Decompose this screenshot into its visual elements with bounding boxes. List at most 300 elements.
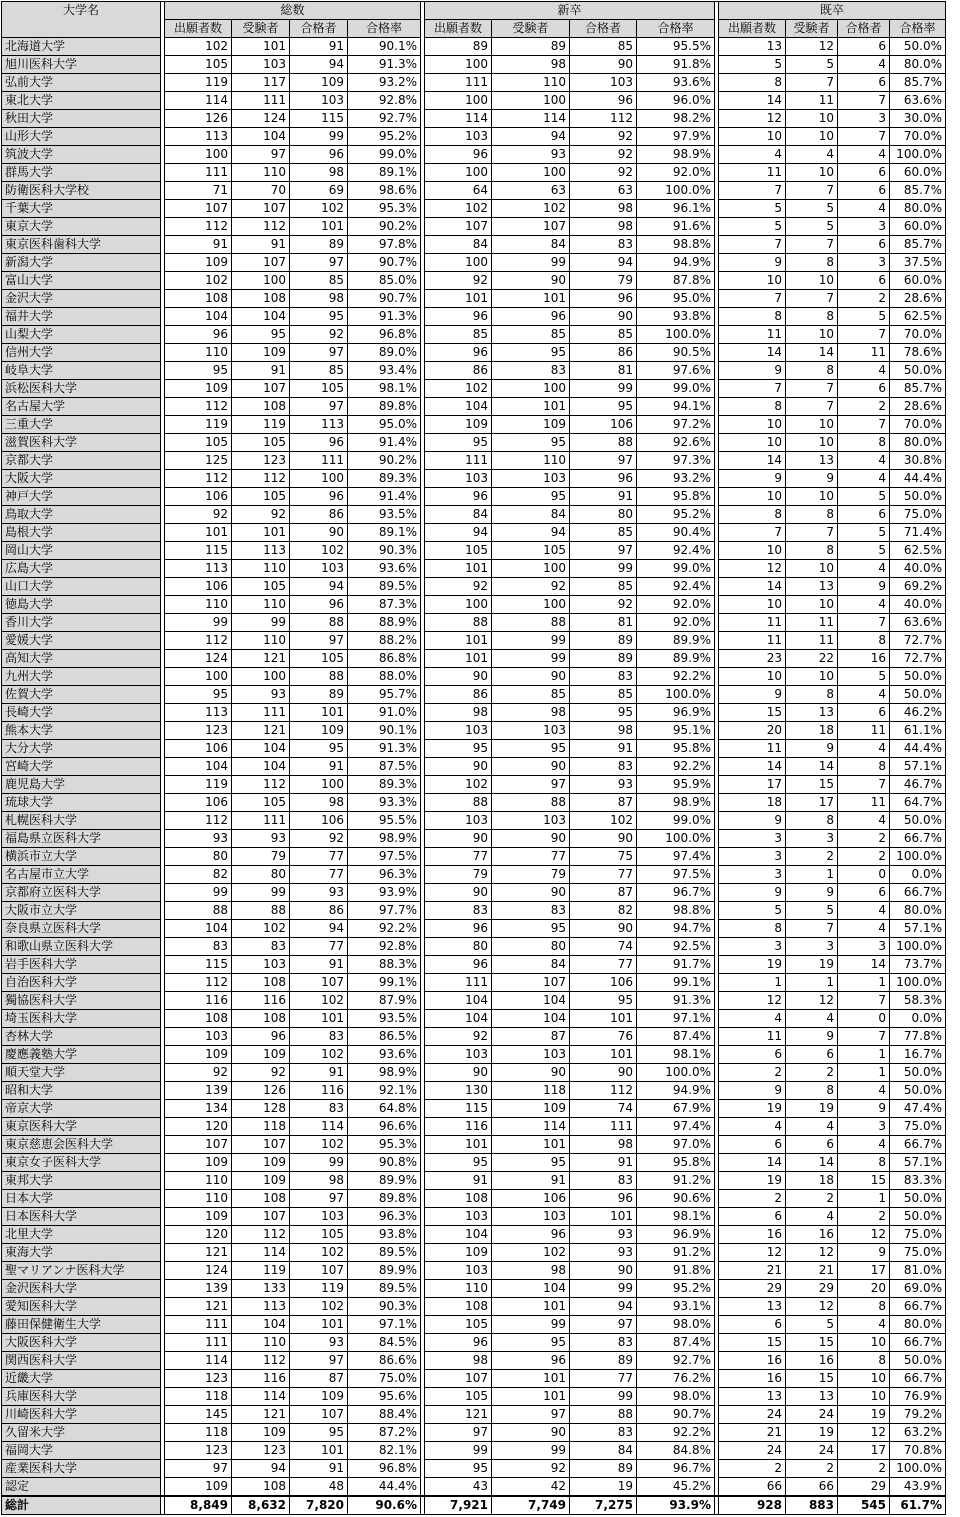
- past-passers-cell: 2: [838, 398, 890, 416]
- total-pass-rate-cell: 95.3%: [348, 200, 421, 218]
- total-passers-cell: 98: [290, 1172, 348, 1190]
- past-pass-rate-cell: 62.5%: [890, 542, 946, 560]
- university-name-cell: 京都府立医科大学: [2, 884, 161, 902]
- total-passers-cell: 92: [290, 326, 348, 344]
- new-passers-cell: 88: [570, 1406, 637, 1424]
- past-examinees-cell: 29: [786, 1280, 838, 1298]
- past-examinees-cell: 10: [786, 164, 838, 182]
- total-applicants-cell: 88: [165, 902, 232, 920]
- past-examinees-cell: 22: [786, 650, 838, 668]
- past-passers-cell: 29: [838, 1478, 890, 1497]
- new-applicants-cell: 111: [425, 74, 492, 92]
- past-examinees-cell: 15: [786, 776, 838, 794]
- past-pass-rate-cell: 28.6%: [890, 290, 946, 308]
- new-applicants-cell: 95: [425, 1154, 492, 1172]
- past-passers-cell: 12: [838, 1424, 890, 1442]
- new-passers-cell: 81: [570, 614, 637, 632]
- total-examinees-cell: 123: [232, 1442, 290, 1460]
- new-pass-rate-cell: 96.7%: [637, 1460, 715, 1478]
- new-examinees-cell: 90: [492, 1424, 570, 1442]
- past-passers-cell: 4: [838, 560, 890, 578]
- total-passers-cell: 109: [290, 74, 348, 92]
- total-pass-rate-cell: 93.8%: [348, 1226, 421, 1244]
- past-applicants-cell: 11: [719, 740, 786, 758]
- total-examinees-cell: 92: [232, 1064, 290, 1082]
- past-pass-rate-cell: 61.7%: [890, 1496, 946, 1515]
- new-passers-cell: 7,275: [570, 1496, 637, 1515]
- university-name-cell: 兵庫医科大学: [2, 1388, 161, 1406]
- past-pass-rate-cell: 71.4%: [890, 524, 946, 542]
- table-row: [2, 1010, 946, 1028]
- total-pass-rate-cell: 95.7%: [348, 686, 421, 704]
- university-name-cell: 大分大学: [2, 740, 161, 758]
- new-passers-cell: 90: [570, 1262, 637, 1280]
- table-row: [2, 866, 946, 884]
- total-applicants-cell: 113: [165, 704, 232, 722]
- new-examinees-cell: 98: [492, 1262, 570, 1280]
- past-applicants-cell: 1: [719, 974, 786, 992]
- university-name-cell: 日本医科大学: [2, 1208, 161, 1226]
- new-pass-rate-cell: 99.1%: [637, 974, 715, 992]
- university-name-cell: 九州大学: [2, 668, 161, 686]
- new-pass-rate-cell: 90.4%: [637, 524, 715, 542]
- past-applicants-cell: 5: [719, 56, 786, 74]
- new-pass-rate-cell: 100.0%: [637, 182, 715, 200]
- new-pass-rate-cell: 95.8%: [637, 488, 715, 506]
- new-pass-rate-cell: 91.3%: [637, 992, 715, 1010]
- past-pass-rate-cell: 63.2%: [890, 1424, 946, 1442]
- new-pass-rate-cell: 97.3%: [637, 452, 715, 470]
- total-passers-cell: 105: [290, 650, 348, 668]
- total-applicants-cell: 92: [165, 1064, 232, 1082]
- past-applicants-cell: 9: [719, 362, 786, 380]
- total-examinees-cell: 110: [232, 1334, 290, 1352]
- past-pass-rate-cell: 57.1%: [890, 1154, 946, 1172]
- table-row: [2, 1190, 946, 1208]
- past-examinees-cell: 4: [786, 146, 838, 164]
- past-pass-rate-cell: 70.0%: [890, 416, 946, 434]
- total-examinees-cell: 104: [232, 128, 290, 146]
- total-pass-rate-cell: 96.3%: [348, 1208, 421, 1226]
- university-name-cell: 北里大学: [2, 1226, 161, 1244]
- past-applicants-cell: 8: [719, 74, 786, 92]
- total-examinees-cell: 107: [232, 1136, 290, 1154]
- past-applicants-cell: 7: [719, 380, 786, 398]
- past-pass-rate-cell: 50.0%: [890, 1190, 946, 1208]
- university-name-cell: 佐賀大学: [2, 686, 161, 704]
- past-examinees-cell: 10: [786, 434, 838, 452]
- total-passers-cell: 102: [290, 992, 348, 1010]
- new-pass-rate-cell: 99.0%: [637, 812, 715, 830]
- university-name-cell: 日本大学: [2, 1190, 161, 1208]
- past-passers-cell: 10: [838, 1388, 890, 1406]
- new-examinees-cell: 103: [492, 1046, 570, 1064]
- table-row: [2, 1316, 946, 1334]
- past-applicants-cell: 18: [719, 794, 786, 812]
- university-name-cell: 東邦大学: [2, 1172, 161, 1190]
- new-passers-cell: 101: [570, 1046, 637, 1064]
- past-pass-rate-cell: 66.7%: [890, 1136, 946, 1154]
- past-applicants-cell: 14: [719, 1154, 786, 1172]
- new-pass-rate-cell: 98.9%: [637, 794, 715, 812]
- total-passers-cell: 88: [290, 614, 348, 632]
- table-row: [2, 146, 946, 164]
- new-passers-cell: 101: [570, 1010, 637, 1028]
- past-examinees-cell: 6: [786, 1136, 838, 1154]
- past-pass-rate-cell: 75.0%: [890, 1244, 946, 1262]
- new-examinees-cell: 101: [492, 398, 570, 416]
- total-applicants-cell: 80: [165, 848, 232, 866]
- new-pass-rate-cell: 92.0%: [637, 164, 715, 182]
- past-examinees-cell: 4: [786, 1208, 838, 1226]
- total-pass-rate-cell: 96.8%: [348, 326, 421, 344]
- total-passers-cell: 96: [290, 488, 348, 506]
- new-passers-cell: 96: [570, 470, 637, 488]
- new-examinees-cell: 93: [492, 146, 570, 164]
- total-passers-cell: 83: [290, 1100, 348, 1118]
- past-applicants-cell: 4: [719, 146, 786, 164]
- column-header-examinees: 受験者: [786, 20, 838, 38]
- past-examinees-cell: 15: [786, 1370, 838, 1388]
- total-passers-cell: 96: [290, 596, 348, 614]
- total-applicants-cell: 109: [165, 1208, 232, 1226]
- past-applicants-cell: 9: [719, 686, 786, 704]
- past-passers-cell: 1: [838, 1064, 890, 1082]
- past-pass-rate-cell: 47.4%: [890, 1100, 946, 1118]
- university-name-cell: 杏林大学: [2, 1028, 161, 1046]
- university-name-cell: 自治医科大学: [2, 974, 161, 992]
- column-header-applicants: 出願者数: [719, 20, 786, 38]
- new-passers-cell: 90: [570, 56, 637, 74]
- university-name-cell: 東海大学: [2, 1244, 161, 1262]
- total-passers-cell: 95: [290, 308, 348, 326]
- total-applicants-cell: 124: [165, 1262, 232, 1280]
- total-examinees-cell: 104: [232, 1316, 290, 1334]
- total-pass-rate-cell: 44.4%: [348, 1478, 421, 1497]
- past-pass-rate-cell: 61.1%: [890, 722, 946, 740]
- new-applicants-cell: 115: [425, 1100, 492, 1118]
- total-examinees-cell: 107: [232, 200, 290, 218]
- total-applicants-cell: 83: [165, 938, 232, 956]
- new-passers-cell: 74: [570, 1100, 637, 1118]
- total-applicants-cell: 92: [165, 506, 232, 524]
- new-applicants-cell: 111: [425, 452, 492, 470]
- total-examinees-cell: 70: [232, 182, 290, 200]
- past-pass-rate-cell: 66.7%: [890, 1298, 946, 1316]
- total-applicants-cell: 111: [165, 164, 232, 182]
- new-examinees-cell: 101: [492, 1298, 570, 1316]
- total-pass-rate-cell: 84.5%: [348, 1334, 421, 1352]
- new-examinees-cell: 107: [492, 974, 570, 992]
- past-examinees-cell: 21: [786, 1262, 838, 1280]
- total-pass-rate-cell: 90.8%: [348, 1154, 421, 1172]
- past-applicants-cell: 19: [719, 956, 786, 974]
- new-passers-cell: 103: [570, 74, 637, 92]
- table-row: [2, 254, 946, 272]
- total-examinees-cell: 102: [232, 920, 290, 938]
- past-pass-rate-cell: 66.7%: [890, 884, 946, 902]
- total-pass-rate-cell: 93.3%: [348, 794, 421, 812]
- past-passers-cell: 17: [838, 1262, 890, 1280]
- total-passers-cell: 100: [290, 776, 348, 794]
- total-applicants-cell: 95: [165, 686, 232, 704]
- past-passers-cell: 6: [838, 884, 890, 902]
- new-applicants-cell: 92: [425, 272, 492, 290]
- total-passers-cell: 97: [290, 398, 348, 416]
- total-applicants-cell: 102: [165, 38, 232, 56]
- new-pass-rate-cell: 93.2%: [637, 470, 715, 488]
- total-pass-rate-cell: 89.1%: [348, 164, 421, 182]
- table-row: [2, 362, 946, 380]
- past-passers-cell: 11: [838, 344, 890, 362]
- past-applicants-cell: 23: [719, 650, 786, 668]
- total-examinees-cell: 80: [232, 866, 290, 884]
- university-name-cell: 札幌医科大学: [2, 812, 161, 830]
- total-applicants-cell: 108: [165, 1010, 232, 1028]
- new-passers-cell: 93: [570, 776, 637, 794]
- total-examinees-cell: 93: [232, 830, 290, 848]
- total-pass-rate-cell: 93.5%: [348, 506, 421, 524]
- table-row: [2, 542, 946, 560]
- total-applicants-cell: 119: [165, 416, 232, 434]
- table-row: [2, 722, 946, 740]
- past-passers-cell: 8: [838, 434, 890, 452]
- new-applicants-cell: 108: [425, 1190, 492, 1208]
- total-pass-rate-cell: 89.8%: [348, 398, 421, 416]
- past-applicants-cell: 14: [719, 344, 786, 362]
- new-applicants-cell: 121: [425, 1406, 492, 1424]
- university-name-cell: 岩手医科大学: [2, 956, 161, 974]
- past-passers-cell: 12: [838, 1226, 890, 1244]
- total-examinees-cell: 91: [232, 362, 290, 380]
- table-row: [2, 560, 946, 578]
- new-pass-rate-cell: 89.9%: [637, 650, 715, 668]
- new-examinees-cell: 88: [492, 794, 570, 812]
- new-applicants-cell: 84: [425, 506, 492, 524]
- past-applicants-cell: 21: [719, 1424, 786, 1442]
- past-examinees-cell: 3: [786, 938, 838, 956]
- table-row: [2, 1280, 946, 1298]
- table-row: [2, 398, 946, 416]
- new-passers-cell: 79: [570, 272, 637, 290]
- past-passers-cell: 11: [838, 794, 890, 812]
- past-applicants-cell: 2: [719, 1460, 786, 1478]
- total-applicants-cell: 145: [165, 1406, 232, 1424]
- past-applicants-cell: 16: [719, 1370, 786, 1388]
- past-pass-rate-cell: 63.6%: [890, 92, 946, 110]
- past-examinees-cell: 1: [786, 974, 838, 992]
- new-passers-cell: 91: [570, 1154, 637, 1172]
- total-applicants-cell: 99: [165, 884, 232, 902]
- new-pass-rate-cell: 98.2%: [637, 110, 715, 128]
- table-row: [2, 1460, 946, 1478]
- past-examinees-cell: 3: [786, 830, 838, 848]
- past-pass-rate-cell: 58.3%: [890, 992, 946, 1010]
- new-pass-rate-cell: 97.1%: [637, 1010, 715, 1028]
- university-name-cell: 福井大学: [2, 308, 161, 326]
- table-row: [2, 938, 946, 956]
- total-applicants-cell: 125: [165, 452, 232, 470]
- total-applicants-cell: 123: [165, 722, 232, 740]
- total-passers-cell: 89: [290, 686, 348, 704]
- total-pass-rate-cell: 98.9%: [348, 830, 421, 848]
- new-passers-cell: 89: [570, 1460, 637, 1478]
- past-examinees-cell: 11: [786, 92, 838, 110]
- university-name-cell: 名古屋大学: [2, 398, 161, 416]
- university-name-cell: 久留米大学: [2, 1424, 161, 1442]
- total-pass-rate-cell: 97.1%: [348, 1316, 421, 1334]
- past-examinees-cell: 19: [786, 1424, 838, 1442]
- table-row: [2, 1406, 946, 1424]
- total-passers-cell: 97: [290, 344, 348, 362]
- university-name-cell: 筑波大学: [2, 146, 161, 164]
- new-examinees-cell: 92: [492, 1460, 570, 1478]
- new-applicants-cell: 99: [425, 1442, 492, 1460]
- total-passers-cell: 88: [290, 668, 348, 686]
- new-pass-rate-cell: 91.7%: [637, 956, 715, 974]
- total-applicants-cell: 106: [165, 578, 232, 596]
- total-passers-cell: 83: [290, 1028, 348, 1046]
- new-examinees-cell: 101: [492, 290, 570, 308]
- past-passers-cell: 1: [838, 1046, 890, 1064]
- table-row: [2, 1388, 946, 1406]
- past-applicants-cell: 2: [719, 1064, 786, 1082]
- past-examinees-cell: 12: [786, 1298, 838, 1316]
- university-name-cell: 総計: [2, 1496, 161, 1515]
- new-pass-rate-cell: 92.2%: [637, 1424, 715, 1442]
- total-passers-cell: 116: [290, 1082, 348, 1100]
- new-passers-cell: 92: [570, 146, 637, 164]
- past-examinees-cell: 8: [786, 542, 838, 560]
- past-applicants-cell: 21: [719, 1262, 786, 1280]
- total-examinees-cell: 109: [232, 1046, 290, 1064]
- past-examinees-cell: 1: [786, 866, 838, 884]
- past-passers-cell: 2: [838, 848, 890, 866]
- university-name-cell: 岡山大学: [2, 542, 161, 560]
- new-applicants-cell: 107: [425, 1370, 492, 1388]
- total-pass-rate-cell: 90.3%: [348, 1298, 421, 1316]
- total-examinees-cell: 107: [232, 254, 290, 272]
- total-pass-rate-cell: 96.8%: [348, 1460, 421, 1478]
- new-pass-rate-cell: 95.8%: [637, 740, 715, 758]
- new-passers-cell: 19: [570, 1478, 637, 1497]
- past-applicants-cell: 16: [719, 1352, 786, 1370]
- new-examinees-cell: 42: [492, 1478, 570, 1497]
- new-examinees-cell: 97: [492, 1406, 570, 1424]
- university-name-cell: 新潟大学: [2, 254, 161, 272]
- total-examinees-cell: 109: [232, 1424, 290, 1442]
- new-passers-cell: 74: [570, 938, 637, 956]
- total-passers-cell: 109: [290, 722, 348, 740]
- past-passers-cell: 9: [838, 1244, 890, 1262]
- past-pass-rate-cell: 37.5%: [890, 254, 946, 272]
- column-header-pass-rate: 合格率: [637, 20, 715, 38]
- new-pass-rate-cell: 87.4%: [637, 1334, 715, 1352]
- university-name-cell: 浜松医科大学: [2, 380, 161, 398]
- past-pass-rate-cell: 62.5%: [890, 308, 946, 326]
- total-examinees-cell: 114: [232, 1388, 290, 1406]
- past-pass-rate-cell: 66.7%: [890, 1370, 946, 1388]
- total-passers-cell: 101: [290, 1010, 348, 1028]
- past-applicants-cell: 4: [719, 1010, 786, 1028]
- university-name-cell: 山梨大学: [2, 326, 161, 344]
- new-pass-rate-cell: 76.2%: [637, 1370, 715, 1388]
- table-row: [2, 974, 946, 992]
- total-pass-rate-cell: 89.5%: [348, 1244, 421, 1262]
- new-examinees-cell: 79: [492, 866, 570, 884]
- university-name-cell: 獨協医科大学: [2, 992, 161, 1010]
- university-name-cell: 防衛医科大学校: [2, 182, 161, 200]
- total-applicants-cell: 82: [165, 866, 232, 884]
- total-pass-rate-cell: 99.1%: [348, 974, 421, 992]
- past-pass-rate-cell: 81.0%: [890, 1262, 946, 1280]
- new-applicants-cell: 7,921: [425, 1496, 492, 1515]
- past-examinees-cell: 10: [786, 596, 838, 614]
- new-examinees-cell: 94: [492, 128, 570, 146]
- past-examinees-cell: 14: [786, 344, 838, 362]
- university-name-cell: 宮崎大学: [2, 758, 161, 776]
- past-examinees-cell: 12: [786, 38, 838, 56]
- total-examinees-cell: 108: [232, 1478, 290, 1497]
- past-applicants-cell: 24: [719, 1442, 786, 1460]
- past-passers-cell: 8: [838, 632, 890, 650]
- past-examinees-cell: 10: [786, 272, 838, 290]
- new-passers-cell: 77: [570, 866, 637, 884]
- new-passers-cell: 89: [570, 632, 637, 650]
- total-passers-cell: 101: [290, 1442, 348, 1460]
- past-applicants-cell: 8: [719, 398, 786, 416]
- past-passers-cell: 6: [838, 704, 890, 722]
- past-passers-cell: 4: [838, 686, 890, 704]
- table-row: [2, 326, 946, 344]
- total-pass-rate-cell: 88.2%: [348, 632, 421, 650]
- total-pass-rate-cell: 89.3%: [348, 470, 421, 488]
- total-examinees-cell: 113: [232, 542, 290, 560]
- new-examinees-cell: 114: [492, 110, 570, 128]
- new-passers-cell: 99: [570, 1280, 637, 1298]
- new-applicants-cell: 96: [425, 344, 492, 362]
- table-row: [2, 1370, 946, 1388]
- group-header-new-graduates: 新卒: [425, 2, 715, 20]
- past-passers-cell: 4: [838, 200, 890, 218]
- past-pass-rate-cell: 100.0%: [890, 1460, 946, 1478]
- past-passers-cell: 4: [838, 452, 890, 470]
- university-name-cell: 昭和大学: [2, 1082, 161, 1100]
- past-applicants-cell: 13: [719, 1388, 786, 1406]
- new-applicants-cell: 43: [425, 1478, 492, 1497]
- new-examinees-cell: 98: [492, 704, 570, 722]
- past-examinees-cell: 5: [786, 56, 838, 74]
- new-passers-cell: 112: [570, 110, 637, 128]
- total-examinees-cell: 116: [232, 992, 290, 1010]
- university-name-cell: 福島県立医科大学: [2, 830, 161, 848]
- total-pass-rate-cell: 87.3%: [348, 596, 421, 614]
- past-applicants-cell: 11: [719, 1028, 786, 1046]
- table-row: [2, 1100, 946, 1118]
- total-applicants-cell: 109: [165, 254, 232, 272]
- past-pass-rate-cell: 75.0%: [890, 1226, 946, 1244]
- university-name-cell: 大阪医科大学: [2, 1334, 161, 1352]
- new-pass-rate-cell: 97.4%: [637, 1118, 715, 1136]
- new-applicants-cell: 95: [425, 434, 492, 452]
- new-examinees-cell: 83: [492, 362, 570, 380]
- past-passers-cell: 8: [838, 758, 890, 776]
- past-examinees-cell: 15: [786, 1334, 838, 1352]
- total-passers-cell: 87: [290, 1370, 348, 1388]
- new-pass-rate-cell: 94.9%: [637, 1082, 715, 1100]
- total-applicants-cell: 116: [165, 992, 232, 1010]
- new-pass-rate-cell: 100.0%: [637, 326, 715, 344]
